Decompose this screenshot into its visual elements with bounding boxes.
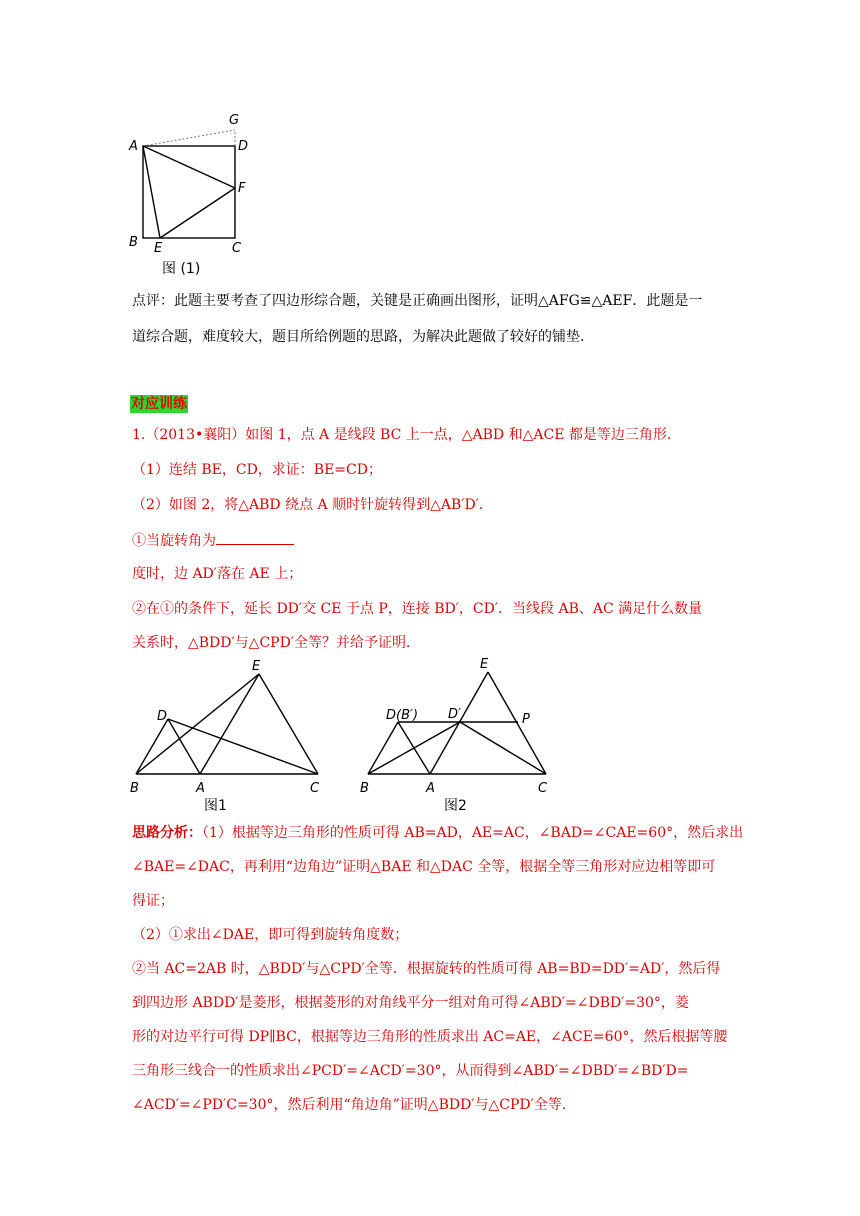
label-a: A [196,781,205,796]
segment-ec [259,674,318,774]
problem-line-1: 1.（2013•襄阳）如图 1，点 A 是线段 BC 上一点，△ABD 和△ACE 都是等边三角形． [132,427,681,443]
label-b: B [360,781,369,796]
label-d-prime: D′ [448,707,461,722]
label-c: C [538,781,548,796]
analysis-line-3: 得证； [132,893,174,909]
analysis-line-7: 形的对边平行可得 DP∥BC，根据等边三角形的性质求出 AC=AE，∠ACE=60°，然后根据等腰 [132,1029,728,1045]
label-d-b: D(B′) [386,708,419,723]
segment-ae [143,146,160,238]
figure-1-diagram [126,658,326,798]
figure-square-diagram [126,110,256,260]
analysis-line-1 [132,823,743,843]
problem-line-3: （2）如图 2，将△ABD 绕点 A 顺时针旋转得到△AB′D′． [132,497,493,513]
segment-af [143,146,235,188]
analysis-line-4: （2）①求出∠DAE，即可得到旋转角度数； [132,927,409,943]
figure-1-caption: 图1 [204,798,227,814]
label-d: D [157,709,168,724]
label-a: A [426,781,435,796]
figure-2-diagram [356,652,556,798]
segment-da [168,719,200,774]
segment-ec [488,672,546,774]
problem-line-7: 关系时，△BDD′与△CPD′全等？并给予证明． [132,635,420,651]
label-b: B [129,235,138,250]
analysis-line-6: 到四边形 ABDD′是菱形，根据菱形的对角线平分一组对角可得∠ABD′=∠DBD′=30°，菱 [132,995,689,1011]
label-b: B [130,781,139,796]
figure1-caption: 图 (1) [162,261,201,277]
problem-line-4-text: ①当旋转角为 [132,533,216,549]
label-e: E [480,657,489,672]
analysis-line-8: 三角形三线合一的性质求出∠PCD′=∠ACD′=30°，从而得到∠ABD′=∠DBD′=∠BD′D= [132,1063,689,1079]
problem-line-2: （1）连结 BE，CD，求证：BE=CD； [132,462,382,478]
comment-line-2: 道综合题，难度较大，题目所给例题的思路，为解决此题做了较好的铺垫． [132,329,594,345]
analysis-line-5: ②当 AC=2AB 时，△BDD′与△CPD′全等．根据旋转的性质可得 AB=BD=DD′=AD′，然后得 [132,961,721,977]
problem-line-4 [132,530,294,551]
segment-dc [168,719,318,774]
label-e: E [154,241,163,256]
segment-bd [136,719,168,774]
label-c: C [310,781,320,796]
segment-be [136,674,259,774]
comment-line-1: 点评：此题主要考查了四边形综合题，关键是正确画出图形，证明△AFG≌△AEF．此题是一 [132,293,703,309]
label-p: P [522,712,530,727]
segment-ef [160,188,235,238]
analysis-line-2: ∠BAE=∠DAC，再利用“边角边”证明△BAE 和△DAC 全等，根据全等三角形对应边相等即可 [132,859,716,875]
analysis-label: 思路分析： [132,825,202,841]
section-heading: 对应训练 [131,396,187,412]
segment-dpc [460,722,546,774]
segment-ag [143,130,235,146]
segment-bdp [368,722,460,774]
label-g: G [229,113,240,128]
answer-blank[interactable] [216,530,294,545]
figure-2-caption: 图2 [444,798,467,814]
label-c: C [232,241,242,256]
problem-line-5: 度时，边 AD′落在 AE 上； [132,566,303,582]
label-d: D [238,139,249,154]
analysis-line-9: ∠ACD′=∠PD′C=30°，然后利用“角边角”证明△BDD′与△CPD′全等． [132,1097,576,1113]
problem-line-6: ②在①的条件下，延长 DD′交 CE 于点 P，连接 BD′，CD′．当线段 AB、AC 满足什么数量 [132,601,703,617]
analysis-line-1-text: （1）根据等边三角形的性质可得 AB=AD，AE=AC，∠BAD=∠CAE=60°，然后求出 [202,825,744,841]
segment-ae [200,674,259,774]
label-f: F [238,181,246,196]
label-e: E [252,659,261,674]
label-a: A [129,139,138,154]
